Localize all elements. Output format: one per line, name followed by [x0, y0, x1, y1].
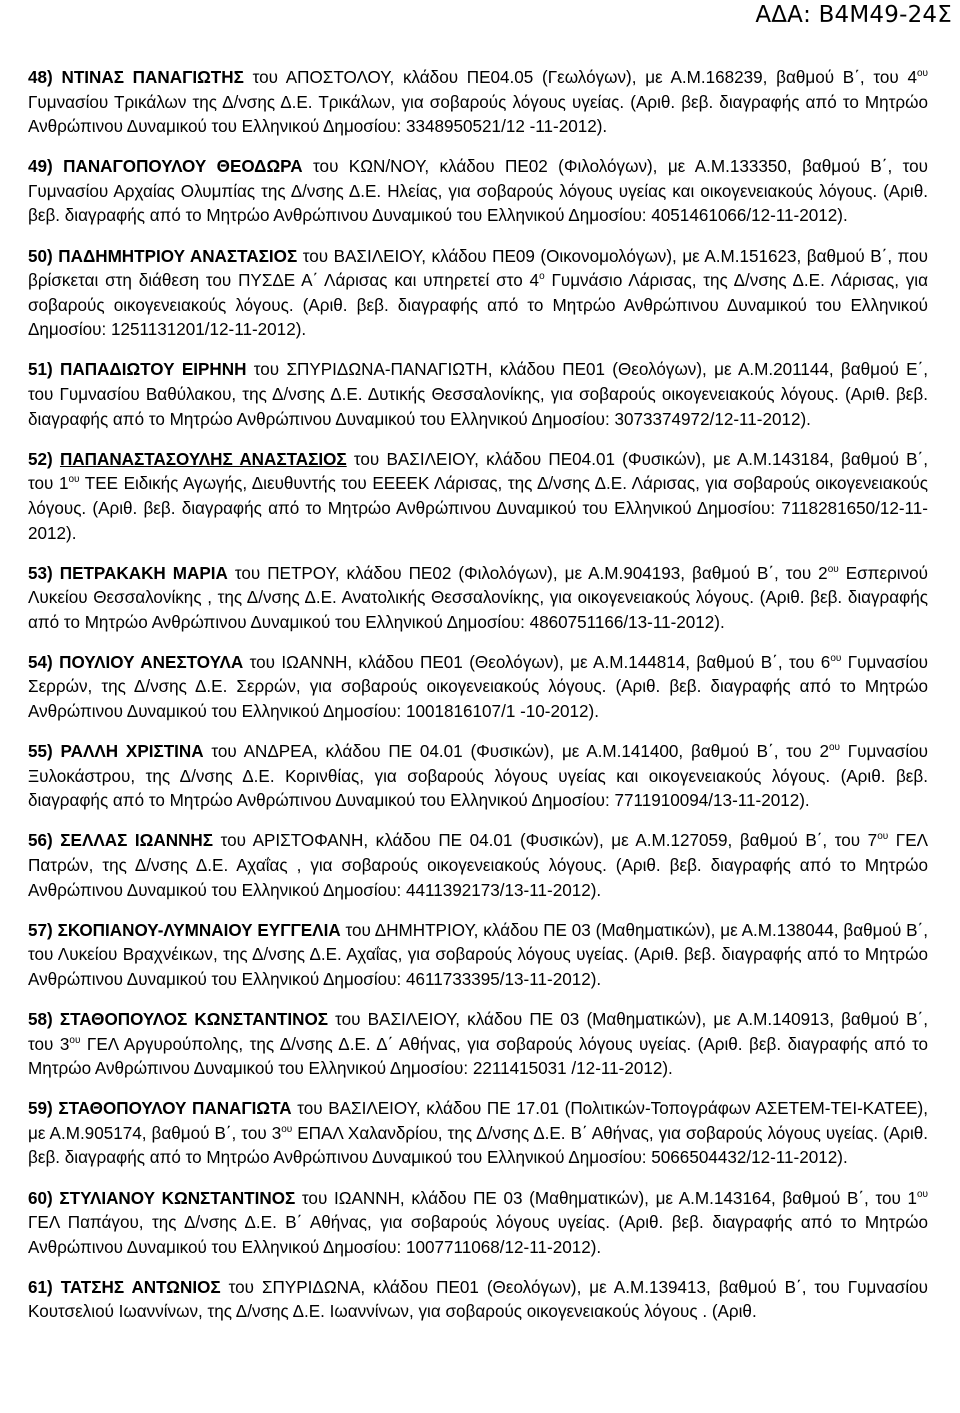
entry-superscript: ου	[830, 652, 842, 664]
entry-text-continued: Γυμνάσιο Λάρισας, της Δ/νσης Δ.Ε. Λάρισας, για σοβαρούς οικογενειακούς λόγους. (Αριθ. βεβ. διαγραφής από το Μητρώο Ανθρώπινου Δυναμικού του Ελληνικού Δημοσίου: 1251131201/12-11-2012).	[28, 271, 928, 340]
entry-60	[28, 1187, 928, 1261]
entry-48	[28, 66, 928, 140]
entry-57	[28, 919, 928, 993]
entry-text: του ΔΗΜΗΤΡΙΟΥ, κλάδου ΠΕ 03 (Μαθηματικών), με Α.Μ.138044, βαθμού Β΄, του Λυκείου Βραχνέικων, της Δ/νσης Δ.Ε. Αχαΐας, για σοβαρούς λόγους υγείας. (Αριθ. βεβ. διαγραφής από το Μητρώο Ανθρώπινου Δυναμικού του Ελληνικού Δημοσίου: 4611733395/13-11-2012).	[28, 920, 928, 989]
ada-code: ΑΔΑ: Β4Μ49-24Σ	[755, 2, 952, 28]
entry-text-continued: ΓΕΛ Αργυρούπολης, της Δ/νσης Δ.Ε. Δ΄ Αθήνας, για σοβαρούς λόγους υγείας. (Αριθ. βεβ. διαγραφής από το Μητρώο Ανθρώπινου Δυναμικού του Ελληνικού Δημοσίου: 2211415031 /12-11-2012).	[28, 1034, 928, 1079]
entry-text: του ΑΠΟΣΤΟΛΟΥ, κλάδου ΠΕ04.05 (Γεωλόγων), με Α.Μ.168239, βαθμού Β΄, του 4	[243, 68, 917, 87]
entry-text: του ΙΩΑΝΝΗ, κλάδου ΠΕ01 (Θεολόγων), με Α.Μ.144814, βαθμού Β΄, του 6	[243, 652, 831, 672]
entry-name: ΤΑΤΣΗΣ ΑΝΤΩΝΙΟΣ	[60, 1277, 221, 1297]
entry-49	[28, 155, 928, 229]
entry-58	[28, 1008, 928, 1082]
entry-name: ΣΕΛΛΑΣ ΙΩΑΝΝΗΣ	[60, 831, 214, 851]
entry-name: ΠΑΠΑΝΑΣΤΑΣΟΥΛΗΣ ΑΝΑΣΤΑΣΙΟΣ	[59, 449, 347, 469]
entry-text: του ΒΑΣΙΛΕΙΟΥ, κλάδου ΠΕ04.01 (Φυσικών), με Α.Μ.143184, βαθμού Β΄, του 1	[28, 449, 928, 494]
entry-number: 51)	[28, 360, 53, 380]
entry-name: ΠΟΥΛΙΟΥ ΑΝΕΣΤΟΥΛΑ	[59, 652, 244, 672]
entry-superscript: ου	[916, 1188, 929, 1200]
entry-superscript: ου	[828, 742, 840, 754]
entry-text: του ΙΩΑΝΝΗ, κλάδου ΠΕ 03 (Μαθηματικών), με Α.Μ.143164, βαθμού Β΄, του 1	[295, 1188, 917, 1208]
entry-53	[28, 562, 928, 636]
entry-superscript: ου	[877, 831, 889, 843]
entry-name: ΠΕΤΡΑΚΑΚΗ ΜΑΡΙΑ	[59, 563, 228, 583]
entry-text-continued: ΓΕΛ Παπάγου, της Δ/νσης Δ.Ε. Β΄ Αθήνας, για σοβαρούς λόγους υγείας. (Αριθ. βεβ. διαγραφής από το Μητρώο Ανθρώπινου Δυναμικού του Ελληνικού Δημοσίου: 1007711068/12-11-2012).	[28, 1213, 928, 1257]
entry-superscript: ου	[827, 563, 839, 575]
entry-name: ΣΤΑΘΟΠΟΥΛΟΥ ΠΑΝΑΓΙΩΤΑ	[58, 1099, 292, 1119]
entry-text-continued: ΓΕΛ Πατρών, της Δ/νσης Δ.Ε. Αχαΐας , για σοβαρούς οικογενειακούς λόγους. (Αριθ. βεβ. διαγραφής από το Μητρώο Ανθρώπινου Δυναμικού του Ελληνικού Δημοσίου: 4411392173/13-11-2012).	[28, 831, 929, 900]
entry-text-continued: Εσπερινού Λυκείου Θεσσαλονίκης , της Δ/νσης Δ.Ε. Ανατολικής Θεσσαλονίκης, για οικογενειακούς λόγους. (Αριθ. βεβ. διαγραφής από το Μητρώο Ανθρώπινου Δυναμικού του Ελληνικού Δημοσίου: 4860751166/13-11-2012).	[28, 563, 929, 632]
entry-text: του ΣΠΥΡΙΔΩΝΑ, κλάδου ΠΕ01 (Θεολόγων), με Α.Μ.139413, βαθμού Β΄, του Γυμνασίου Κουτσελιού Ιωαννίνων, της Δ/νσης Δ.Ε. Ιωαννίνων, για σοβαρούς οικογενειακούς λόγους . (Αριθ.	[28, 1277, 929, 1322]
entry-text: του ΒΑΣΙΛΕΙΟΥ, κλάδου ΠΕ 17.01 (Πολιτικών-Τοπογράφων ΑΣΕΤΕΜ-ΤΕΙ-ΚΑΤΕΕ), με Α.Μ.905174, βαθμού Β΄, του 3	[28, 1099, 928, 1143]
entry-number: 60)	[28, 1188, 53, 1208]
entry-54	[28, 651, 928, 725]
entry-number: 49)	[28, 157, 53, 177]
entry-number: 59)	[28, 1099, 53, 1119]
entry-56	[28, 829, 928, 903]
entry-text: του ΠΕΤΡΟΥ, κλάδου ΠΕ02 (Φιλολόγων), με Α.Μ.904193, βαθμού Β΄, του 2	[227, 563, 828, 583]
entry-number: 61)	[28, 1277, 53, 1297]
entry-text: του ΒΑΣΙΛΕΙΟΥ, κλάδου ΠΕ 03 (Μαθηματικών), με Α.Μ.140913, βαθμού Β΄, του 3	[28, 1010, 928, 1054]
entry-text-continued: Γυμνασίου Τρικάλων της Δ/νσης Δ.Ε. Τρικάλων, για σοβαρούς λόγους υγείας. (Αριθ. βεβ. διαγραφής από το Μητρώο Ανθρώπινου Δυναμικού του Ελληνικού Δημοσίου: 3348950521/12 -11-2012).	[28, 92, 928, 137]
entry-text: του ΣΠΥΡΙΔΩΝΑ-ΠΑΝΑΓΙΩΤΗ, κλάδου ΠΕ01 (Θεολόγων), με Α.Μ.201144, βαθμού Ε΄, του Γυμνασίου Βαθύλακου, της Δ/νσης Δ.Ε. Δυτικής Θεσσαλονίκης, για σοβαρούς οικογενειακούς λόγους. (Αριθ. βεβ. διαγραφής από το Μητρώο Ανθρώπινου Δυναμικού του Ελληνικού Δημοσίου: 3073374972/12-11-2012).	[28, 360, 929, 429]
entry-superscript: ο	[539, 271, 545, 283]
entry-59	[28, 1097, 928, 1171]
entry-number: 52)	[28, 449, 53, 469]
entry-text-continued: Γυμνασίου Ξυλοκάστρου, της Δ/νσης Δ.Ε. Κορινθίας, για σοβαρούς λόγους υγείας και οικογενειακούς λόγους. (Αριθ. βεβ. διαγραφής από το Μητρώο Ανθρώπινου Δυναμικού του Ελληνικού Δημοσίου: 7711910094/13-11-2012).	[28, 742, 929, 811]
entry-number: 58)	[28, 1010, 53, 1029]
entry-text-continued: Γυμνασίου Σερρών, της Δ/νσης Δ.Ε. Σερρών, για σοβαρούς οικογενειακούς λόγους. (Αριθ. βεβ. διαγραφής από το Μητρώο Ανθρώπινου Δυναμικού του Ελληνικού Δημοσίου: 1001816107/1 -10-2012).	[28, 652, 929, 722]
entry-name: ΡΑΛΛΗ ΧΡΙΣΤΙΝΑ	[60, 742, 204, 762]
entry-superscript: ου	[916, 68, 929, 79]
document-body	[28, 66, 928, 1341]
entry-text-continued: ΤΕΕ Ειδικής Αγωγής, Διευθυντής του ΕΕΕΕΚ Λάρισας, της Δ/νσης Δ.Ε. Λάρισας, για σοβαρούς οικογενειακούς λόγους. (Αριθ. βεβ. διαγραφής από το Μητρώο Ανθρώπινου Δυναμικού του Ελληνικού Δημοσίου: 7118281650/12-11-2012).	[28, 474, 929, 543]
entry-name: ΠΑΔΗΜΗΤΡΙΟΥ ΑΝΑΣΤΑΣΙΟΣ	[58, 246, 298, 266]
entry-text: του ΚΩΝ/ΝΟΥ, κλάδου ΠΕ02 (Φιλολόγων), με Α.Μ.133350, βαθμού Β΄, του Γυμνασίου Αρχαίας Ολυμπίας της Δ/νσης Δ.Ε. Ηλείας, για σοβαρούς λόγους υγείας και οικογενειακούς λόγους. (Αριθ. βεβ. διαγραφής από το Μητρώο Ανθρώπινου Δυναμικού του Ελληνικού Δημοσίου: 4051461066/12-11-2012).	[28, 157, 928, 226]
entry-52	[28, 448, 928, 546]
entry-name: ΣΤΥΛΙΑΝΟΥ ΚΩΝΣΤΑΝΤΙΝΟΣ	[59, 1188, 296, 1208]
entry-text: του ΑΡΙΣΤΟΦΑΝΗ, κλάδου ΠΕ 04.01 (Φυσικών), με Α.Μ.127059, βαθμού Β΄, του 7	[213, 831, 878, 851]
entry-number: 54)	[28, 652, 53, 672]
entry-name: ΣΤΑΘΟΠΟΥΛΟΣ ΚΩΝΣΤΑΝΤΙΝΟΣ	[59, 1010, 329, 1029]
entry-number: 48)	[28, 68, 53, 87]
entry-text: του ΒΑΣΙΛΕΙΟΥ, κλάδου ΠΕ09 (Οικονομολόγων), με Α.Μ.151623, βαθμού Β΄, που βρίσκεται στη διάθεση του ΠΥΣΔΕ Α΄ Λάρισας και υπηρετεί στο 4	[28, 246, 929, 291]
entry-superscript: ου	[68, 474, 80, 486]
entry-number: 50)	[28, 246, 53, 266]
entry-name: ΠΑΝΑΓΟΠΟΥΛΟΥ ΘΕΟΔΩΡΑ	[63, 157, 303, 177]
entry-name: ΣΚΟΠΙΑΝΟΥ-ΛΥΜΝΑΙΟΥ ΕΥΓΓΕΛΙΑ	[57, 920, 341, 940]
entry-number: 56)	[28, 831, 53, 851]
entry-51	[28, 358, 928, 432]
entry-number: 57)	[28, 920, 53, 940]
entry-superscript: ου	[69, 1034, 81, 1046]
entry-61	[28, 1276, 928, 1325]
entry-number: 55)	[28, 742, 53, 762]
entry-name: ΝΤΙΝΑΣ ΠΑΝΑΓΙΩΤΗΣ	[61, 68, 244, 87]
entry-55	[28, 740, 928, 814]
entry-number: 53)	[28, 563, 53, 583]
entry-text-continued: ΕΠΑΛ Χαλανδρίου, της Δ/νσης Δ.Ε. Β΄ Αθήνας, για σοβαρούς λόγους υγείας. (Αριθ. βεβ. διαγραφής από το Μητρώο Ανθρώπινου Δυναμικού του Ελληνικού Δημοσίου: 5066504432/12-11-2012).	[28, 1123, 929, 1168]
entry-text: του ΑΝΔΡΕΑ, κλάδου ΠΕ 04.01 (Φυσικών), με Α.Μ.141400, βαθμού Β΄, του 2	[203, 742, 829, 762]
entry-superscript: ου	[281, 1123, 293, 1135]
entry-name: ΠΑΠΑΔΙΩΤΟΥ ΕΙΡΗΝΗ	[60, 360, 247, 380]
entry-50	[28, 245, 928, 343]
